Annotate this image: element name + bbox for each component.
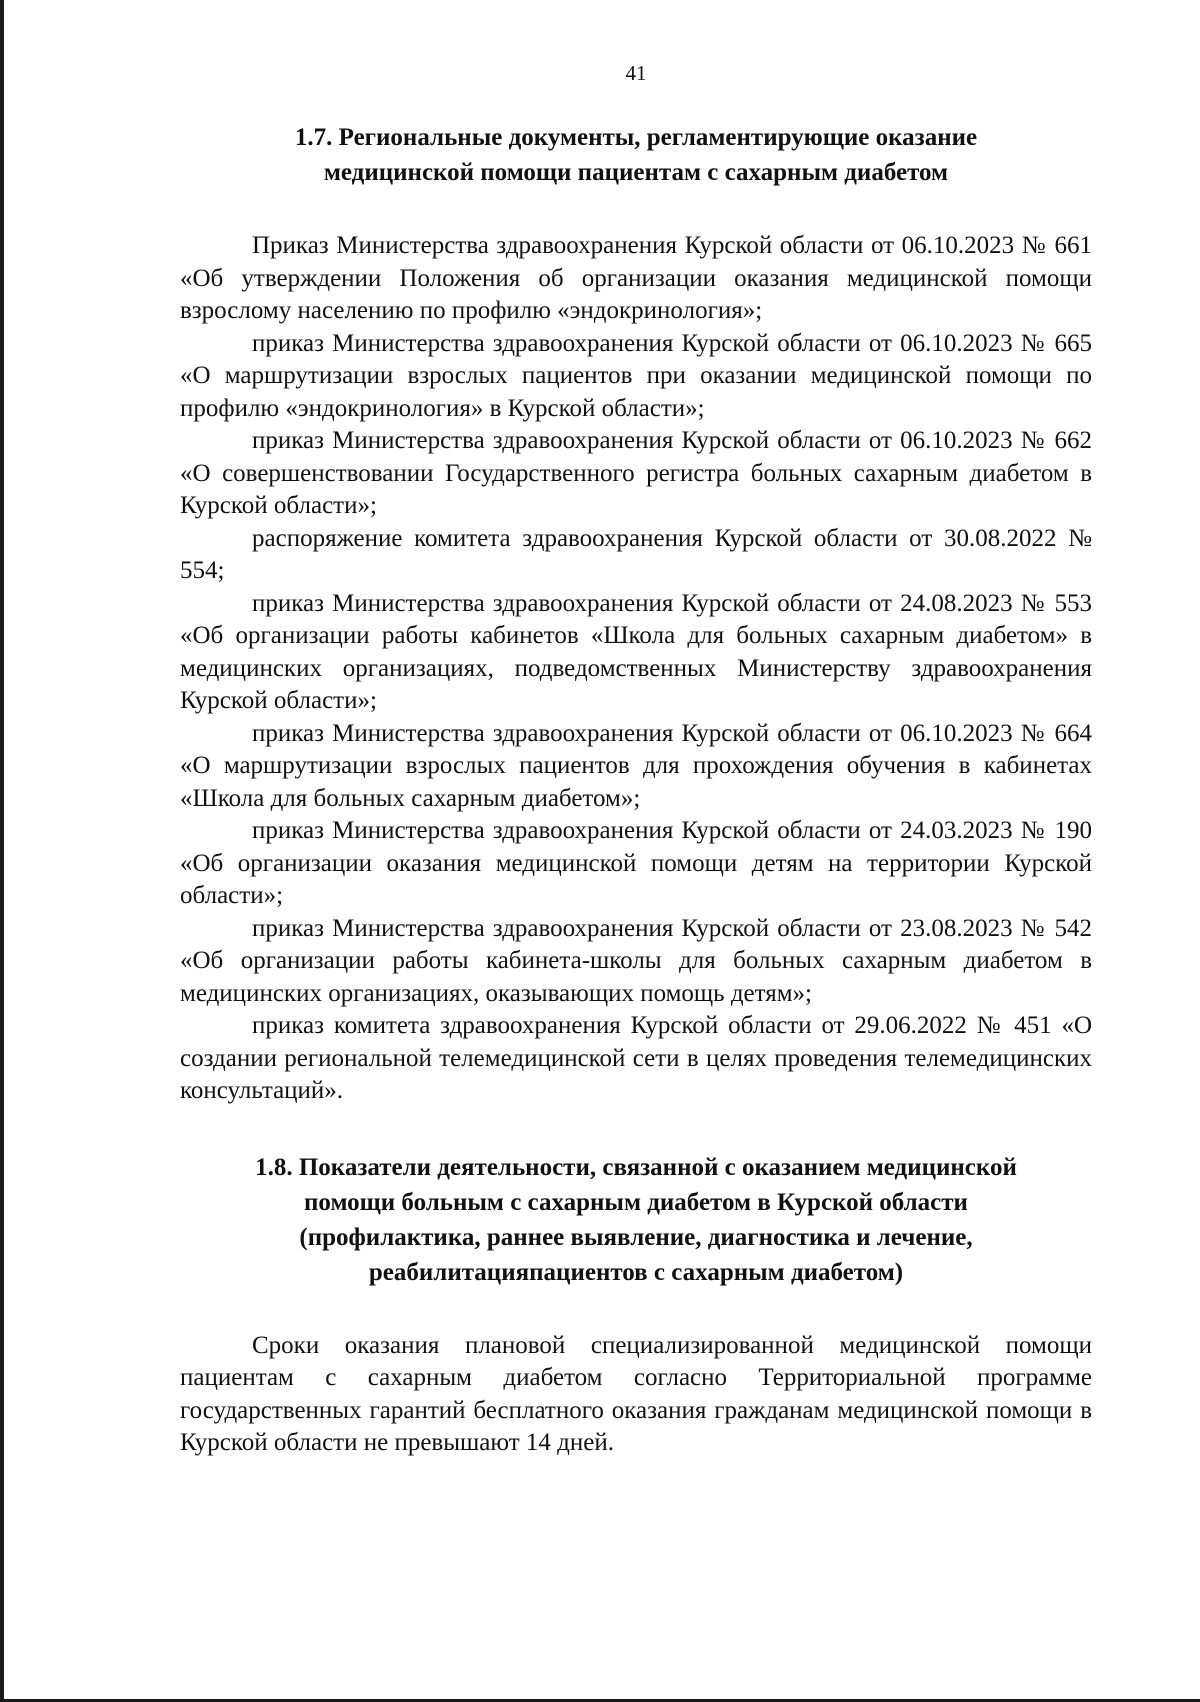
document-item: приказ Министерства здравоохранения Курской области от 06.10.2023 № 662 «О совершенствовании Государственного регистра больных сахарным диабетом в Курской области»;: [180, 427, 1092, 519]
section-1-7-heading: [180, 120, 1092, 190]
section-1-8-heading: [180, 1150, 1092, 1290]
heading-line: 1.8. Показатели деятельности, связанной с оказанием медицинской: [255, 1153, 1017, 1181]
scan-edge-left: [0, 0, 4, 1702]
terms-paragraph: Сроки оказания плановой специализированной медицинской помощи пациентам с сахарным диабетом согласно Территориальной программе государственных гарантий бесплатного оказания гражданам медицинской помощи в Курской области не превышают 14 дней.: [180, 1331, 1092, 1456]
document-item: приказ Министерства здравоохранения Курской области от 23.08.2023 № 542 «Об организации работы кабинета-школы для больных сахарным диабетом в медицинских организациях, оказывающих помощь детям»;: [180, 914, 1092, 1007]
heading-line: медицинской помощи пациентам с сахарным диабетом: [323, 159, 949, 186]
page-number: 41: [625, 61, 647, 85]
document-item: приказ Министерства здравоохранения Курской области от 06.10.2023 № 665 «О маршрутизации взрослых пациентов при оказании медицинской помощи по профилю «эндокринология» в Курской области»;: [180, 329, 1092, 422]
document-item: приказ комитета здравоохранения Курской области от 29.06.2022 № 451 «О создании региональной телемедицинской сети в целях проведения телемедицинских консультаций».: [180, 1012, 1092, 1104]
document-item: приказ Министерства здравоохранения Курской области от 24.08.2023 № 553 «Об организации работы кабинетов «Школа для больных сахарным диабетом» в медицинских организациях, подведомственных Министерству здравоохранения Курской области»;: [180, 589, 1092, 714]
heading-line: 1.7. Региональные документы, регламентирующие оказание: [294, 124, 978, 151]
heading-line: (профилактика, раннее выявление, диагностика и лечение,: [299, 1223, 973, 1251]
document-item: приказ Министерства здравоохранения Курской области от 24.03.2023 № 190 «Об организации оказания медицинской помощи детям на территории Курской области»;: [180, 817, 1092, 909]
document-page: [180, 60, 1092, 1460]
document-item: распоряжение комитета здравоохранения Курской области от 30.08.2022 № 554;: [180, 524, 1092, 584]
document-item: Приказ Министерства здравоохранения Курской области от 06.10.2023 № 661 «Об утверждении Положения об организации оказания медицинской помощи взрослому населению по профилю «эндокринология»;: [180, 232, 1092, 324]
heading-line: реабилитацияпациентов с сахарным диабетом): [368, 1258, 904, 1286]
heading-line: помощи больным с сахарным диабетом в Курской области: [304, 1188, 968, 1216]
regional-documents-list: [180, 230, 1092, 1108]
document-item: приказ Министерства здравоохранения Курской области от 06.10.2023 № 664 «О маршрутизации взрослых пациентов для прохождения обучения в кабинетах «Школа для больных сахарным диабетом»;: [180, 719, 1092, 812]
